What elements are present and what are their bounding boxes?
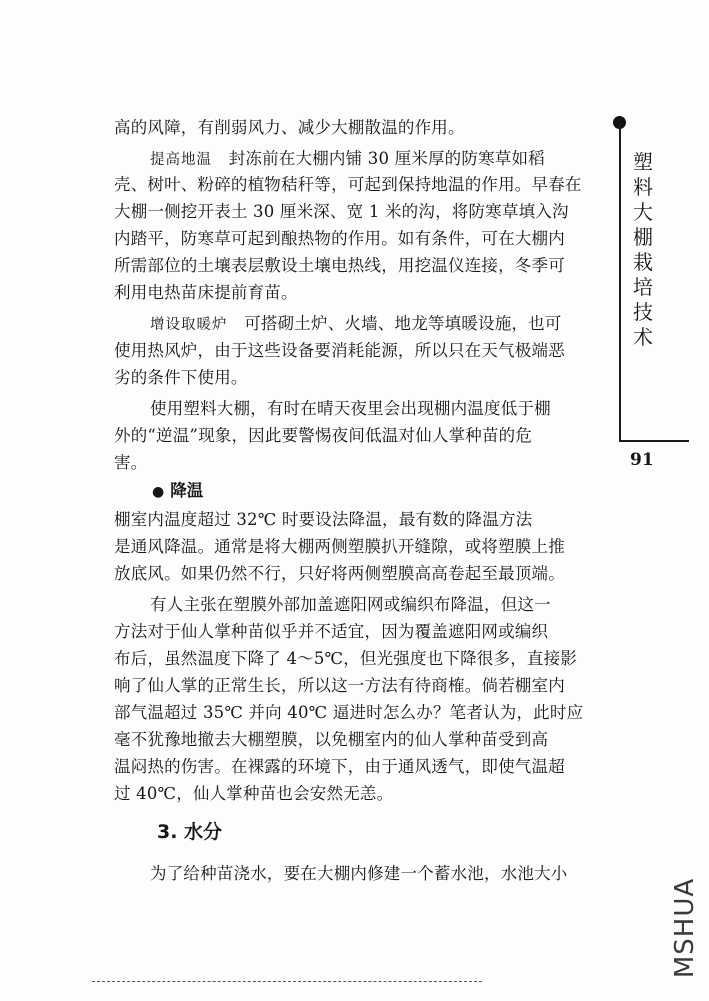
text-line: 放底风。如果仍然不行，只好将两侧塑膜高高卷起至最顶端。: [114, 564, 565, 583]
text-line: 是通风降温。通常是将大棚两侧塑膜扒开缝隙，或将塑膜上推: [114, 537, 565, 556]
paragraph-keyword: 增设取暖炉: [150, 317, 228, 333]
text-line: 布后，虽然温度下降了 4～5℃，但光强度也下降很多，直接影: [114, 649, 577, 668]
text-line: 使用塑料大棚，有时在晴天夜里会出现棚内温度低于棚: [150, 399, 551, 418]
text-line: 毫不犹豫地撤去大棚塑膜，以免棚室内的仙人掌种苗受到高: [114, 730, 549, 749]
text-line: 使用热风炉，由于这些设备要消耗能源，所以只在天气极端恶: [114, 341, 565, 360]
text-line: 劣的条件下使用。: [114, 368, 248, 387]
text-line: 为了给种苗浇水，要在大棚内修建一个蓄水池，水池大小: [150, 864, 568, 883]
margin-rule: [619, 440, 689, 442]
text-line: 有人主张在塑膜外部加盖遮阳网或编织布降温，但这一: [150, 595, 551, 614]
footer-rule: [92, 981, 482, 982]
text-line: 害。: [114, 453, 148, 472]
text-line: 壳、树叶、粉碎的植物秸秆等，可起到保持地温的作用。早春在: [114, 175, 582, 194]
section-title: 降温: [170, 481, 204, 500]
text-line: 所需部位的土壤表层敷设土壤电热线，用挖温仪连接，冬季可: [114, 256, 565, 275]
text-line: 大棚一侧挖开表土 30 厘米深、宽 1 米的沟，将防寒草填入沟: [114, 202, 569, 221]
text-line: 方法对于仙人掌种苗似乎并不适宜，因为覆盖遮阳网或编织: [114, 622, 549, 641]
running-chapter-title: 塑料大棚栽培技术: [633, 150, 653, 349]
text-line: 利用电热苗床提前育苗。: [114, 283, 298, 302]
text-line: 外的“逆温”现象，因此要警惕夜间低温对仙人掌种苗的危: [114, 426, 533, 445]
subsection-heading: 3. 水分: [157, 821, 223, 843]
text-line: 温闷热的伤害。在裸露的环境下，由于通风透气，即使气温超: [114, 757, 565, 776]
text-line: 响了仙人掌的正常生长，所以这一方法有待商榷。倘若棚室内: [114, 676, 565, 695]
page-number: 91: [630, 450, 654, 470]
text-line: 棚室内温度超过 32℃ 时要设法降温，最有数的降温方法: [114, 510, 533, 529]
text-line: 过 40℃，仙人掌种苗也会安然无恙。: [114, 784, 394, 803]
text-line: 部气温超过 35℃ 并向 40℃ 逼进时怎么办？笔者认为，此时应: [114, 703, 584, 722]
bullet-icon: ●: [152, 484, 165, 500]
text-line: 高的风障，有削弱风力、减少大棚散温的作用。: [114, 118, 465, 137]
text-line: 内踏平，防寒草可起到酿热物的作用。如有条件，可在大棚内: [114, 229, 565, 248]
paragraph-keyword: 提高地温: [150, 152, 212, 168]
section-heading: [152, 479, 203, 504]
margin-bar: [619, 122, 621, 440]
text-line: 增设取暖炉 可搭砌土炉、火墙、地龙等填暖设施，也可: [150, 314, 562, 333]
text-line: 提高地温 封冻前在大棚内铺 30 厘米厚的防寒草如稻: [150, 149, 545, 168]
watermark: MSHUA: [670, 877, 700, 978]
